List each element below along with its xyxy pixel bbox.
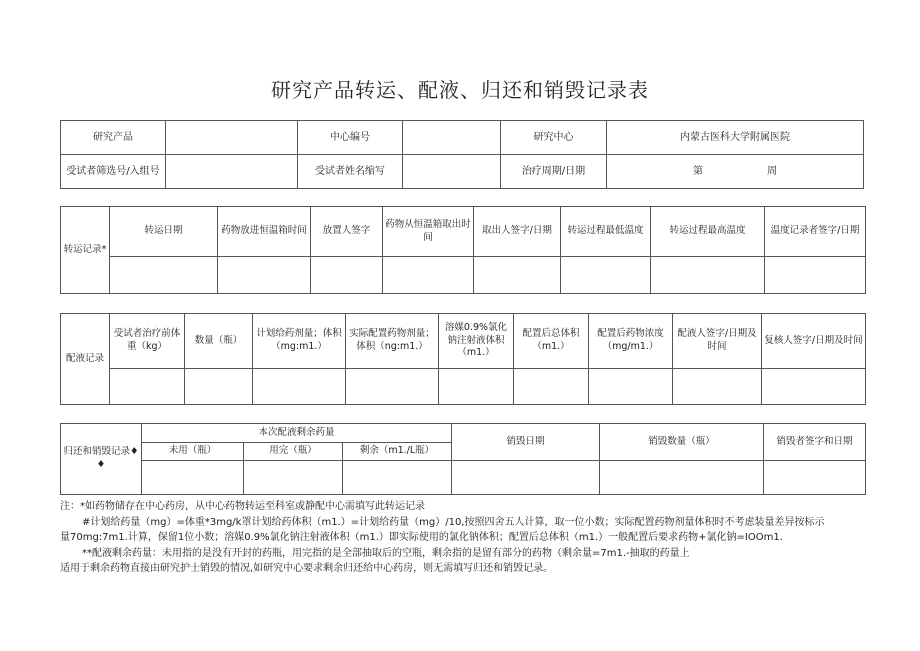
- dispense-cell[interactable]: [253, 369, 346, 405]
- dispense-record-table: [60, 313, 866, 405]
- dispense-cell[interactable]: [762, 369, 866, 405]
- treatment-cycle-label: 治疗周期/日期: [501, 155, 607, 189]
- return-col-destroy-date: 销毁日期: [452, 424, 600, 461]
- return-cell[interactable]: [452, 461, 600, 495]
- note-applicability: 适用于剩余药物直接由研究护士销毁的情况,如研究中心要求剩余归还给中心药房，则无需填写归还和销毁记录。: [60, 563, 554, 575]
- notes-section: [60, 499, 870, 577]
- dispense-col-weight: 受试者治疗前体重（kg）: [110, 314, 185, 369]
- return-col-destroy-qty: 销毁数量（瓶）: [600, 424, 764, 461]
- transport-cell[interactable]: [561, 257, 651, 294]
- return-cell[interactable]: [142, 461, 244, 495]
- transport-col-date: 转运日期: [110, 207, 218, 257]
- transport-cell[interactable]: [651, 257, 765, 294]
- dispense-col-concentration: 配置后药物浓度（mg/m1.）: [589, 314, 673, 369]
- dispense-col-actual-dose: 实际配置药物剂量；体积（ng:m1.）: [346, 314, 439, 369]
- subject-name-label: 受试者姓名缩写: [298, 155, 403, 189]
- cycle-prefix: 第: [693, 165, 703, 177]
- return-cell[interactable]: [764, 461, 866, 495]
- dispense-cell[interactable]: [439, 369, 514, 405]
- dispense-col-preparer: 配液人签字/日期及时间: [673, 314, 762, 369]
- product-label: 研究产品: [61, 121, 166, 155]
- transport-cell[interactable]: [110, 257, 218, 294]
- research-center-value: 内蒙古医科大学附属医院: [607, 121, 864, 155]
- subject-name-field[interactable]: [403, 155, 501, 189]
- transport-col-box-out-time: 药物从恒温箱取出时间: [383, 207, 474, 257]
- transport-col-taker-sign: 取出人签字/日期: [474, 207, 561, 257]
- subject-number-label: 受试者筛选号/入组号: [61, 155, 166, 189]
- remaining-dose-header: 本次配液剩余药量: [142, 424, 452, 443]
- dispense-cell[interactable]: [346, 369, 439, 405]
- transport-cell[interactable]: [218, 257, 311, 294]
- return-cell[interactable]: [244, 461, 343, 495]
- remaining-col-leftover: 剩余（m1./L瓶）: [343, 443, 452, 461]
- dispense-col-reviewer: 复核人签字/日期及时间: [762, 314, 866, 369]
- note-dose-calc: #计划给药量（mg）=体重*3mg/k罩计划给药体积（m1.）=计划给药量（mg）/10,按照四舍五人计算，取一位小数；实际配置药物剂量体积时不考虑装量差异按标示: [82, 516, 825, 528]
- dispense-col-quantity: 数量（瓶）: [185, 314, 253, 369]
- transport-col-temp-recorder: 温度记录者签字/日期: [765, 207, 866, 257]
- transport-cell[interactable]: [383, 257, 474, 294]
- transport-cell[interactable]: [474, 257, 561, 294]
- center-number-label: 中心编号: [298, 121, 403, 155]
- center-number-field[interactable]: [403, 121, 501, 155]
- return-cell[interactable]: [343, 461, 452, 495]
- note-dose-calc-cont: 量70mg:7m1.计算，保留1位小数；溶媒0.9%氯化钠注射液体积（m1.）即实际使用的氯化钠体积；配置后总体积（m1.）一般配置后要求药物+氯化钠=IOOm1.: [60, 532, 783, 544]
- remaining-col-unused: 未用（瓶）: [142, 443, 244, 461]
- dispense-cell[interactable]: [514, 369, 589, 405]
- dispense-row-label: 配液记录: [61, 314, 110, 405]
- cycle-suffix: 周: [767, 165, 777, 177]
- return-col-destroyer-sign: 销毁者签字和日期: [764, 424, 866, 461]
- treatment-cycle-field[interactable]: [607, 155, 864, 189]
- transport-col-placer-sign: 放置人签字: [311, 207, 383, 257]
- transport-col-min-temp: 转运过程最低温度: [561, 207, 651, 257]
- return-cell[interactable]: [600, 461, 764, 495]
- transport-col-max-temp: 转运过程最高温度: [651, 207, 765, 257]
- note-remaining: **配液剩余药量：未用指的是没有开封的药瓶，用完指的是全部抽取后的空瓶，剩余指的是留有部分的药物（剩余量=7m1.-抽取的药量上: [82, 547, 690, 559]
- return-row-label: 归还和销毁记录♦♦: [61, 424, 142, 495]
- page-title: 研究产品转运、配液、归还和销毁记录表: [271, 78, 649, 102]
- dispense-cell[interactable]: [673, 369, 762, 405]
- header-info-table: [60, 120, 864, 189]
- remaining-col-used-up: 用完（瓶）: [244, 443, 343, 461]
- return-destroy-table: [60, 423, 866, 495]
- dispense-cell[interactable]: [589, 369, 673, 405]
- transport-cell[interactable]: [311, 257, 383, 294]
- transport-row-label: 转运记录*: [61, 207, 110, 294]
- dispense-col-total-volume: 配置后总体积（m1.）: [514, 314, 589, 369]
- dispense-cell[interactable]: [110, 369, 185, 405]
- note-transport: 注：*如药物储存在中心药房，从中心药物转运至科室或静配中心需填写此转运记录: [60, 501, 425, 512]
- transport-cell[interactable]: [765, 257, 866, 294]
- research-center-label: 研究中心: [501, 121, 607, 155]
- transport-col-box-in-time: 药物放进恒温箱时间: [218, 207, 311, 257]
- product-field[interactable]: [166, 121, 298, 155]
- dispense-cell[interactable]: [185, 369, 253, 405]
- dispense-col-planned-dose: 计划给药剂量；体积（mg:m1.）: [253, 314, 346, 369]
- dispense-col-solvent-volume: 溶媒0.9%氯化钠注射液体积（m1.）: [439, 314, 514, 369]
- subject-number-field[interactable]: [166, 155, 298, 189]
- transport-record-table: [60, 206, 866, 294]
